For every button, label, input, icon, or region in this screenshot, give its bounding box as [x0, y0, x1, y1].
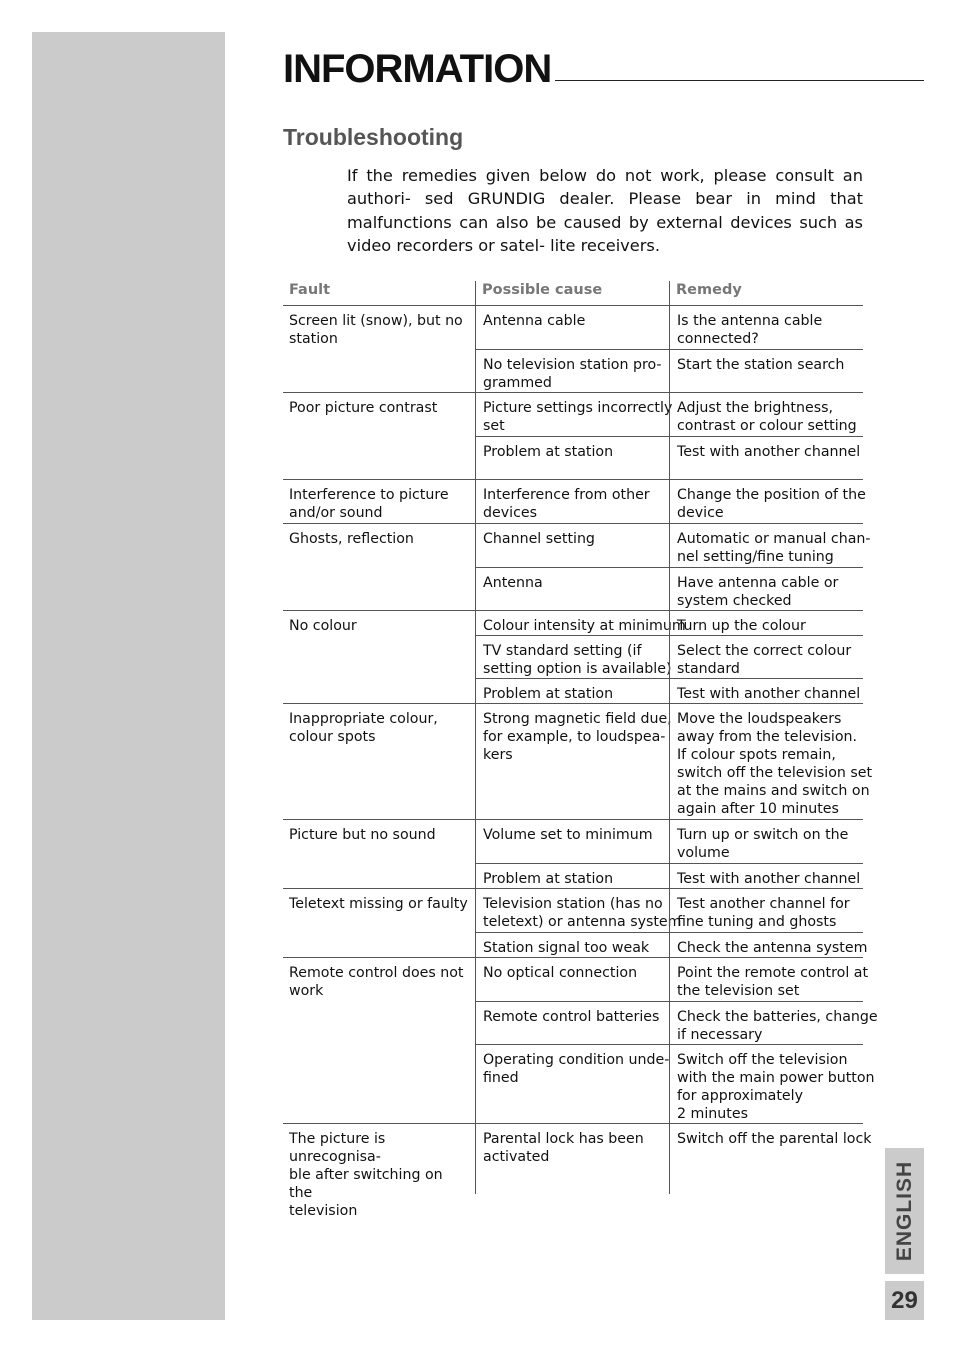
cause-cell: [475, 958, 669, 1001]
fault-line: The picture is unrecognisa-: [289, 1131, 386, 1165]
fault-cell: [283, 704, 475, 819]
cause-line: devices: [483, 505, 537, 521]
table-row: [475, 1124, 872, 1194]
remedy-cell: [669, 933, 868, 957]
fault-line: work: [289, 983, 324, 999]
remedy-line: device: [677, 505, 724, 521]
remedy-cell: [669, 864, 863, 888]
fault-group: [283, 889, 868, 958]
cause-line: No optical connection: [483, 965, 638, 981]
fault-group: [283, 480, 866, 524]
left-sidebar-band: [32, 32, 225, 1320]
cause-cell: [475, 636, 672, 678]
table-row: [475, 349, 863, 392]
table-row: [475, 635, 863, 678]
remedy-line: again after 10 minutes: [677, 801, 839, 817]
cause-line: Strong magnetic field due,: [483, 711, 672, 727]
fault-cell: [283, 393, 475, 479]
fault-line: television: [289, 1203, 358, 1219]
cause-cell: [475, 1045, 669, 1123]
cause-line: Antenna cable: [483, 313, 586, 329]
table-row: [475, 306, 863, 349]
remedy-line: Turn up or switch on the: [677, 827, 849, 843]
cause-line: Remote control batteries: [483, 1009, 660, 1025]
fault-line: Inappropriate colour,: [289, 711, 438, 727]
cause-cell: [475, 350, 669, 392]
cause-remedy-column: [475, 704, 873, 819]
page-heading: INFORMATION: [283, 44, 555, 94]
table-row: [475, 611, 863, 635]
fault-group: [283, 393, 863, 480]
cause-remedy-column: [475, 480, 866, 523]
page-number: 29: [885, 1281, 924, 1320]
cause-cell: [475, 820, 669, 863]
remedy-line: Check the antenna system: [677, 940, 868, 956]
cause-cell: [475, 1002, 669, 1044]
cause-line: grammed: [483, 375, 552, 391]
cause-line: Picture settings incorrectly: [483, 400, 673, 416]
cause-cell: [475, 480, 669, 523]
cause-cell: [475, 568, 669, 610]
fault-cell: [283, 524, 475, 610]
remedy-cell: [669, 524, 871, 567]
remedy-cell: [669, 1124, 872, 1194]
remedy-line: Check the batteries, change: [677, 1009, 878, 1025]
fault-line: and/or sound: [289, 505, 383, 521]
table-row: [475, 524, 871, 567]
remedy-line: 2 minutes: [677, 1106, 748, 1122]
remedy-cell: [669, 889, 863, 932]
remedy-line: Have antenna cable or: [677, 575, 839, 591]
remedy-cell: [669, 704, 873, 819]
troubleshooting-table: [283, 281, 878, 1220]
remedy-line: Test another channel for: [677, 896, 850, 912]
cause-cell: [475, 611, 686, 635]
cause-line: activated: [483, 1149, 550, 1165]
table-row: [475, 704, 873, 819]
cause-line: Channel setting: [483, 531, 595, 547]
cause-line: Colour intensity at minimum: [483, 618, 686, 634]
remedy-line: Switch off the television: [677, 1052, 848, 1068]
language-label: ENGLISH: [892, 1160, 916, 1262]
table-row: [475, 436, 863, 479]
remedy-cell: [669, 393, 863, 436]
cause-remedy-column: [475, 611, 863, 703]
intro-line: also be caused by external devices such as video recorders or satel-: [347, 212, 863, 256]
fault-group: [283, 611, 863, 704]
fault-cell: [283, 611, 475, 703]
table-row: [475, 393, 863, 436]
remedy-cell: [669, 306, 863, 349]
cause-cell: [475, 704, 672, 819]
fault-line: Interference to picture: [289, 487, 449, 503]
fault-line: Picture but no sound: [289, 827, 436, 843]
fault-cell: [283, 889, 475, 957]
remedy-line: if necessary: [677, 1027, 763, 1043]
fault-line: colour spots: [289, 729, 376, 745]
cause-line: Interference from other: [483, 487, 650, 503]
table-body: [283, 306, 878, 1220]
remedy-line: Test with another channel: [677, 871, 861, 887]
remedy-cell: [669, 958, 869, 1001]
remedy-cell: [669, 1045, 875, 1123]
cause-cell: [475, 393, 673, 436]
cause-cell: [475, 437, 669, 479]
cause-line: TV standard setting (if: [483, 643, 642, 659]
remedy-line: for approximately: [677, 1088, 803, 1104]
remedy-cell: [669, 1002, 878, 1044]
fault-cell: [283, 1124, 475, 1220]
fault-group: [283, 820, 863, 889]
remedy-cell: [669, 611, 863, 635]
cause-line: No television station pro-: [483, 357, 662, 373]
cause-line: Problem at station: [483, 444, 614, 460]
remedy-line: away from the television.: [677, 729, 858, 745]
cause-cell: [475, 524, 669, 567]
table-row: [475, 678, 863, 703]
remedy-line: with the main power button: [677, 1070, 875, 1086]
table-header-row: [283, 281, 863, 306]
table-row: [475, 932, 868, 957]
remedy-line: volume: [677, 845, 730, 861]
cause-cell: [475, 1124, 669, 1194]
cause-line: Problem at station: [483, 871, 614, 887]
cause-cell: [475, 864, 669, 888]
fault-group: [283, 704, 873, 820]
remedy-line: standard: [677, 661, 740, 677]
cause-line: fined: [483, 1070, 519, 1086]
cause-cell: [475, 679, 669, 703]
fault-group: [283, 958, 878, 1124]
section-title: Troubleshooting: [283, 124, 464, 150]
cause-line: Operating condition unde-: [483, 1052, 670, 1068]
cause-line: Parental lock has been: [483, 1131, 644, 1147]
fault-line: station: [289, 331, 338, 347]
cause-line: kers: [483, 747, 513, 763]
fault-cell: [283, 480, 475, 523]
remedy-line: Start the station search: [677, 357, 845, 373]
fault-line: Remote control does not: [289, 965, 464, 981]
language-tab: [885, 1148, 924, 1274]
remedy-line: fine tuning and ghosts: [677, 914, 837, 930]
remedy-line: Is the antenna cable: [677, 313, 823, 329]
cause-line: Television station (has no: [483, 896, 663, 912]
cause-remedy-column: [475, 393, 863, 479]
remedy-line: Adjust the brightness,: [677, 400, 834, 416]
cause-cell: [475, 306, 669, 349]
remedy-line: connected?: [677, 331, 759, 347]
cause-remedy-column: [475, 306, 863, 392]
table-row: [475, 1044, 875, 1123]
remedy-line: Move the loudspeakers: [677, 711, 842, 727]
remedy-cell: [669, 679, 863, 703]
remedy-line: Switch off the parental lock: [677, 1131, 872, 1147]
table-row: [475, 567, 863, 610]
cause-remedy-column: [475, 1124, 872, 1220]
fault-line: Poor picture contrast: [289, 400, 438, 416]
fault-cell: [283, 958, 475, 1123]
remedy-line: Turn up the colour: [677, 618, 806, 634]
table-row: [475, 480, 866, 523]
remedy-line: the television set: [677, 983, 800, 999]
remedy-cell: [669, 820, 863, 863]
cause-remedy-column: [475, 820, 863, 888]
remedy-line: Select the correct colour: [677, 643, 852, 659]
cause-remedy-column: [475, 958, 878, 1123]
table-row: [475, 1001, 878, 1044]
table-row: [475, 958, 869, 1001]
intro-line: lite receivers.: [550, 236, 660, 256]
remedy-line: Automatic or manual chan-: [677, 531, 871, 547]
column-header-fault: Fault: [289, 282, 331, 298]
table-row: [475, 820, 863, 863]
cause-line: Volume set to minimum: [483, 827, 653, 843]
remedy-cell: [669, 437, 863, 479]
remedy-line: at the mains and switch on: [677, 783, 870, 799]
remedy-line: Test with another channel: [677, 444, 861, 460]
remedy-cell: [669, 636, 863, 678]
cause-cell: [475, 889, 682, 932]
fault-group: [283, 306, 863, 393]
cause-line: teletext) or antenna system: [483, 914, 682, 930]
remedy-line: Test with another channel: [677, 686, 861, 702]
remedy-line: nel setting/fine tuning: [677, 549, 834, 565]
intro-line: If the remedies given below do not work, please consult an authori-: [347, 166, 863, 209]
fault-cell: [283, 820, 475, 888]
remedy-line: switch off the television set: [677, 765, 873, 781]
table-row: [475, 889, 863, 932]
cause-line: Problem at station: [483, 686, 614, 702]
cause-line: Antenna: [483, 575, 543, 591]
cause-cell: [475, 933, 669, 957]
fault-line: Ghosts, reflection: [289, 531, 414, 547]
cause-line: setting option is available): [483, 661, 672, 677]
cause-line: for example, to loudspea-: [483, 729, 666, 745]
fault-group: [283, 1124, 872, 1220]
fault-line: ble after switching on the: [289, 1167, 443, 1201]
remedy-line: Point the remote control at: [677, 965, 869, 981]
fault-cell: [283, 306, 475, 392]
intro-line: sed GRUNDIG dealer. Please bear in mind that malfunctions can: [347, 189, 863, 232]
table-row: [475, 863, 863, 888]
fault-line: Teletext missing or faulty: [289, 896, 468, 912]
remedy-line: Change the position of the: [677, 487, 866, 503]
remedy-cell: [669, 568, 863, 610]
remedy-line: system checked: [677, 593, 792, 609]
fault-line: No colour: [289, 618, 357, 634]
remedy-cell: [669, 480, 866, 523]
fault-group: [283, 524, 871, 611]
column-header-cause: Possible cause: [475, 281, 669, 305]
cause-line: Station signal too weak: [483, 940, 650, 956]
cause-remedy-column: [475, 524, 871, 610]
cause-remedy-column: [475, 889, 868, 957]
cause-line: set: [483, 418, 505, 434]
remedy-line: contrast or colour setting: [677, 418, 857, 434]
page-header: [283, 44, 924, 94]
fault-line: Screen lit (snow), but no: [289, 313, 463, 329]
column-header-remedy: Remedy: [669, 281, 863, 305]
intro-paragraph: [347, 164, 863, 258]
remedy-line: If colour spots remain,: [677, 747, 836, 763]
remedy-cell: [669, 350, 863, 392]
